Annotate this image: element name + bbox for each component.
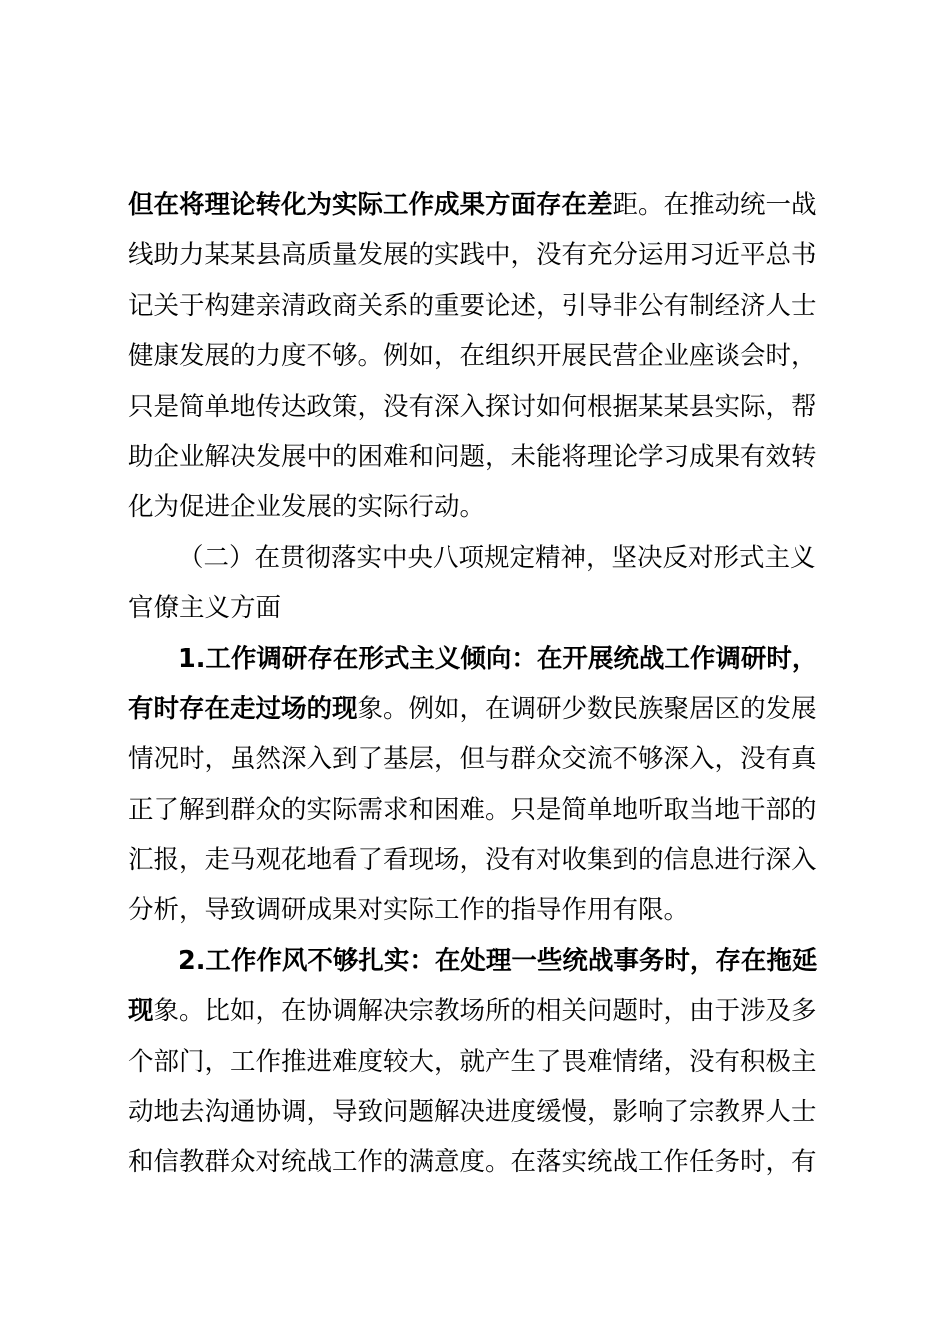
item-1 xyxy=(128,634,838,936)
body-text: 象。例如，在调研少数民族聚居区的发展 xyxy=(357,693,817,724)
body-text: 助企业解决发展中的困难和问题，未能将理论学习成果有效转 xyxy=(128,441,817,472)
section-heading-line: （二）在贯彻落实中央八项规定精神，坚决反对形式主义 xyxy=(178,542,816,573)
bold-text: 但在将理论转化为实际工作成果方面存在差 xyxy=(128,190,613,220)
text-line xyxy=(128,936,838,986)
text-line xyxy=(128,180,838,230)
body-text: 正了解到群众的实际需求和困难。只是简单地听取当地干部的 xyxy=(128,794,817,825)
text-line xyxy=(128,734,838,784)
bold-text: 现 xyxy=(128,996,154,1027)
text-line xyxy=(128,331,838,381)
body-text: 线助力某某县高质量发展的实践中，没有充分运用习近平总书 xyxy=(128,240,817,271)
text-line xyxy=(128,432,838,482)
text-line xyxy=(128,1087,838,1137)
section-heading-line: 官僚主义方面 xyxy=(128,593,282,624)
text-line xyxy=(128,230,838,280)
text-line xyxy=(128,281,838,331)
document-body xyxy=(128,180,838,1188)
body-text: 化为促进企业发展的实际行动。 xyxy=(128,492,486,523)
body-text: 情况时，虽然深入到了基层，但与群众交流不够深入，没有真 xyxy=(128,744,817,775)
body-text: 和信教群众对统战工作的满意度。在落实统战工作任务时，有 xyxy=(128,1147,817,1178)
text-line xyxy=(128,684,838,734)
text-line xyxy=(128,1037,838,1087)
body-text: 记关于构建亲清政商关系的重要论述，引导非公有制经济人士 xyxy=(128,290,817,321)
text-line xyxy=(128,885,838,935)
body-text: 距。在推动统一战 xyxy=(612,190,817,220)
text-line xyxy=(128,482,838,532)
bold-text: 2.工作作风不够扎实：在处理一些统战事务时，存在拖延 xyxy=(178,945,818,976)
text-line xyxy=(128,785,838,835)
text-line xyxy=(128,835,838,885)
body-text: 个部门，工作推进难度较大，就产生了畏难情绪，没有积极主 xyxy=(128,1046,817,1077)
body-text: 汇报，走马观花地看了看现场，没有对收集到的信息进行深入 xyxy=(128,845,817,876)
paragraph-1 xyxy=(128,180,838,533)
body-text: 动地去沟通协调，导致问题解决进度缓慢，影响了宗教界人士 xyxy=(128,1097,817,1128)
body-text: 分析，导致调研成果对实际工作的指导作用有限。 xyxy=(128,895,690,926)
body-text: 象。比如，在协调解决宗教场所的相关问题时，由于涉及多 xyxy=(153,996,817,1027)
text-line xyxy=(128,382,838,432)
body-text: 只是简单地传达政策，没有深入探讨如何根据某某县实际，帮 xyxy=(128,391,817,422)
bold-text: 1.工作调研存在形式主义倾向：在开展统战工作调研时， xyxy=(178,643,818,674)
text-line xyxy=(128,986,838,1036)
body-text: 健康发展的力度不够。例如，在组织开展民营企业座谈会时， xyxy=(128,341,817,372)
section-heading-2 xyxy=(128,533,838,634)
text-line xyxy=(128,1137,838,1187)
bold-text: 有时存在走过场的现 xyxy=(128,693,358,724)
text-line xyxy=(128,634,838,684)
item-2 xyxy=(128,936,838,1188)
